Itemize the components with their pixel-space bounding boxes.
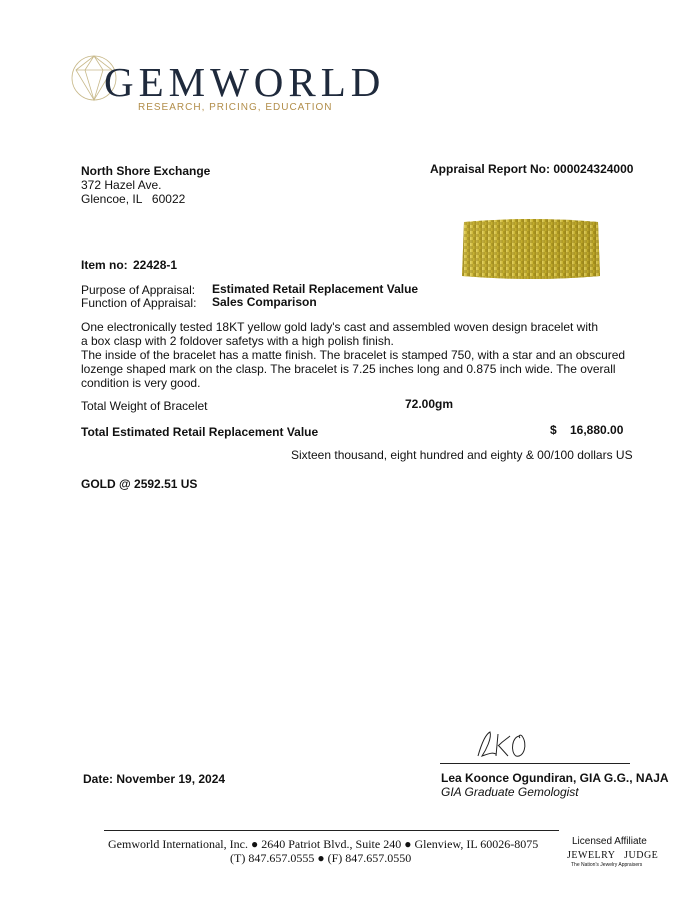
description-line: a box clasp with 2 foldover safetys with a high polish finish. (81, 334, 394, 348)
weight-value: 72.00gm (405, 397, 454, 411)
item-number: 22428-1 (133, 258, 178, 272)
gold-price: GOLD @ 2592.51 US (81, 477, 198, 491)
footer-address: Gemworld International, Inc. ● 2640 Patriot Blvd., Suite 240 ● Glenview, IL 60026-8075 (108, 837, 539, 851)
total-value: 16,880.00 (570, 423, 624, 437)
signature-image (472, 728, 532, 762)
amount-in-words: Sixteen thousand, eight hundred and eighty & 00/100 dollars US (291, 448, 633, 462)
bracelet-photo (458, 216, 604, 282)
affiliate-label: Licensed Affiliate (572, 836, 647, 847)
total-label: Total Estimated Retail Replacement Value (81, 425, 319, 439)
footer-phone: (T) 847.657.0555 ● (F) 847.657.0550 (230, 851, 412, 865)
report-number: Appraisal Report No: 000024324000 (430, 162, 634, 176)
function-label: Function of Appraisal: (81, 296, 197, 310)
description-line: lozenge shaped mark on the clasp. The bracelet is 7.25 inches long and 0.875 inch wide. The overall (81, 362, 616, 376)
description-line: condition is very good. (81, 376, 201, 390)
client-address-line1: 372 Hazel Ave. (81, 178, 162, 192)
affiliate-tagline: The Nation's Jewelry Appraisers (571, 862, 643, 868)
appraiser-title: GIA Graduate Gemologist (441, 785, 579, 799)
description-line: The inside of the bracelet has a matte finish. The bracelet is stamped 750, with a star and an obscured (81, 348, 626, 362)
company-tagline: RESEARCH, PRICING, EDUCATION (138, 102, 333, 113)
total-currency: $ (550, 423, 557, 437)
signature-line (440, 763, 630, 764)
footer-divider (104, 830, 559, 831)
report-date: Date: November 19, 2024 (83, 772, 226, 786)
appraiser-name: Lea Koonce Ogundiran, GIA G.G., NAJA (441, 771, 669, 785)
client-name: North Shore Exchange (81, 164, 211, 178)
client-address-line2: Glencoe, IL 60022 (81, 192, 186, 206)
function-value: Sales Comparison (212, 295, 317, 309)
item-label: Item no: (81, 258, 128, 272)
purpose-label: Purpose of Appraisal: (81, 283, 196, 297)
description-line: One electronically tested 18KT yellow gold lady's cast and assembled woven design bracelet with (81, 320, 599, 334)
affiliate-brand: JEWELRY JUDGE (567, 850, 659, 861)
purpose-value: Estimated Retail Replacement Value (212, 282, 419, 296)
weight-label: Total Weight of Bracelet (81, 399, 208, 413)
item-description (81, 320, 626, 390)
company-logo-text: GEMWORLD (104, 59, 386, 105)
